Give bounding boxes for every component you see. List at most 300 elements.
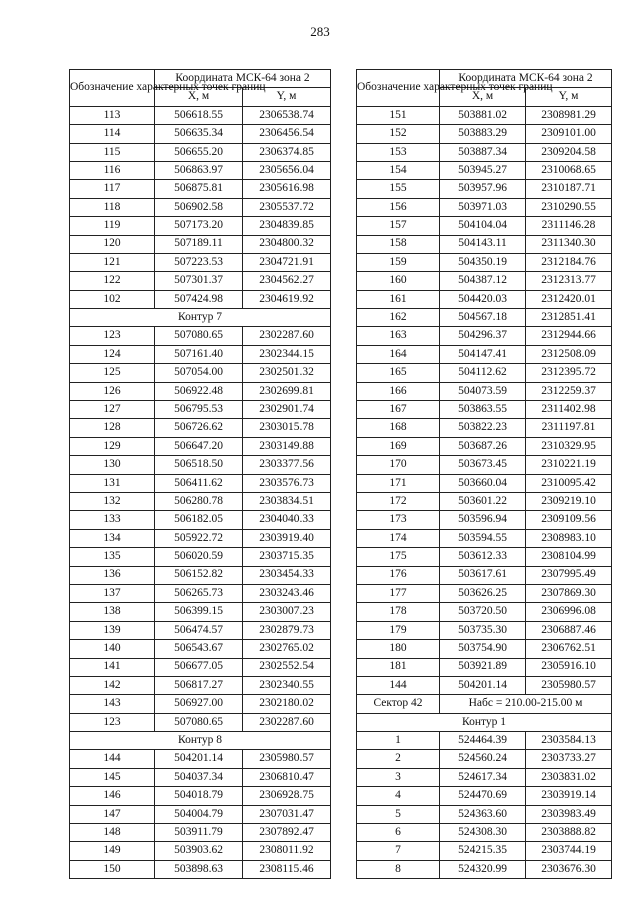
coord-x: 504147.41 bbox=[440, 345, 526, 363]
table-row bbox=[357, 253, 612, 271]
coord-x: 504201.14 bbox=[155, 750, 243, 768]
point-id: 171 bbox=[357, 474, 440, 492]
point-id: 8 bbox=[357, 860, 440, 878]
coord-x: 506875.81 bbox=[155, 180, 243, 198]
point-id: 134 bbox=[70, 529, 155, 547]
coord-y: 2302180.02 bbox=[243, 695, 331, 713]
point-id: 113 bbox=[70, 106, 155, 124]
table-row bbox=[357, 824, 612, 842]
table-row bbox=[70, 437, 331, 455]
table-row bbox=[70, 640, 331, 658]
point-id: 155 bbox=[357, 180, 440, 198]
point-id: 116 bbox=[70, 161, 155, 179]
coord-x: 504112.62 bbox=[440, 364, 526, 382]
coord-x: 503863.55 bbox=[440, 401, 526, 419]
coord-y: 2302552.54 bbox=[243, 658, 331, 676]
point-id: 6 bbox=[357, 824, 440, 842]
table-row bbox=[357, 732, 612, 750]
coord-x: 524308.30 bbox=[440, 824, 526, 842]
coord-y: 2308981.29 bbox=[526, 106, 612, 124]
coord-x: 506655.20 bbox=[155, 143, 243, 161]
point-id: 140 bbox=[70, 640, 155, 658]
coord-y: 2312851.41 bbox=[526, 309, 612, 327]
coord-y: 2310095.42 bbox=[526, 474, 612, 492]
table-row bbox=[357, 529, 612, 547]
point-id: 122 bbox=[70, 272, 155, 290]
coord-x: 504037.34 bbox=[155, 768, 243, 786]
point-id: 130 bbox=[70, 456, 155, 474]
point-id: 165 bbox=[357, 364, 440, 382]
header-point-label: Обозначение характерных точек границ bbox=[357, 70, 440, 107]
table-row bbox=[357, 456, 612, 474]
table-row bbox=[357, 474, 612, 492]
table-row bbox=[70, 456, 331, 474]
coord-x: 524320.99 bbox=[440, 860, 526, 878]
point-id: 160 bbox=[357, 272, 440, 290]
point-id: 167 bbox=[357, 401, 440, 419]
point-id: 154 bbox=[357, 161, 440, 179]
point-id: 147 bbox=[70, 805, 155, 823]
table-row bbox=[70, 272, 331, 290]
coord-x: 524470.69 bbox=[440, 787, 526, 805]
coord-y: 2302699.81 bbox=[243, 382, 331, 400]
coord-y: 2306887.46 bbox=[526, 621, 612, 639]
table-row bbox=[357, 217, 612, 235]
page-number: 283 bbox=[310, 24, 330, 39]
coord-y: 2302287.60 bbox=[243, 327, 331, 345]
contour-header-row bbox=[357, 713, 612, 731]
coord-y: 2305980.57 bbox=[243, 750, 331, 768]
point-id: 127 bbox=[70, 401, 155, 419]
table-row bbox=[70, 125, 331, 143]
coord-x: 503887.34 bbox=[440, 143, 526, 161]
coord-x: 506411.62 bbox=[155, 474, 243, 492]
table-row bbox=[357, 106, 612, 124]
contour-label: Контур 8 bbox=[70, 732, 331, 750]
table-row bbox=[70, 529, 331, 547]
table-row bbox=[70, 253, 331, 271]
point-id: 146 bbox=[70, 787, 155, 805]
header-coordinate-title: Координата МСК-64 зона 2 bbox=[155, 70, 331, 88]
coord-y: 2302287.60 bbox=[243, 713, 331, 731]
coord-y: 2302901.74 bbox=[243, 401, 331, 419]
coord-x: 503660.04 bbox=[440, 474, 526, 492]
coord-x: 504143.11 bbox=[440, 235, 526, 253]
coord-y: 2308983.10 bbox=[526, 529, 612, 547]
coord-y: 2310221.19 bbox=[526, 456, 612, 474]
point-id: 123 bbox=[70, 713, 155, 731]
coord-x: 507189.11 bbox=[155, 235, 243, 253]
point-id: 126 bbox=[70, 382, 155, 400]
coord-x: 506635.34 bbox=[155, 125, 243, 143]
coord-y: 2305916.10 bbox=[526, 658, 612, 676]
point-id: 137 bbox=[70, 584, 155, 602]
point-id: 181 bbox=[357, 658, 440, 676]
point-id: 123 bbox=[70, 327, 155, 345]
coord-y: 2303007.23 bbox=[243, 603, 331, 621]
table-row bbox=[357, 787, 612, 805]
point-id: 174 bbox=[357, 529, 440, 547]
table-row bbox=[357, 640, 612, 658]
coord-x: 507223.53 bbox=[155, 253, 243, 271]
coord-x: 506726.62 bbox=[155, 419, 243, 437]
point-id: 169 bbox=[357, 437, 440, 455]
point-id: 2 bbox=[357, 750, 440, 768]
coord-y: 2302501.32 bbox=[243, 364, 331, 382]
table-row bbox=[70, 768, 331, 786]
coord-y: 2303243.46 bbox=[243, 584, 331, 602]
point-id: 164 bbox=[357, 345, 440, 363]
point-id: 138 bbox=[70, 603, 155, 621]
point-id: 3 bbox=[357, 768, 440, 786]
point-id: 166 bbox=[357, 382, 440, 400]
coord-x: 507161.40 bbox=[155, 345, 243, 363]
point-id: 162 bbox=[357, 309, 440, 327]
table-row bbox=[357, 419, 612, 437]
point-id: 152 bbox=[357, 125, 440, 143]
coord-y: 2303919.40 bbox=[243, 529, 331, 547]
point-id: 179 bbox=[357, 621, 440, 639]
coord-y: 2307869.30 bbox=[526, 584, 612, 602]
point-id: 156 bbox=[357, 198, 440, 216]
coord-y: 2311197.81 bbox=[526, 419, 612, 437]
coord-y: 2305616.98 bbox=[243, 180, 331, 198]
coord-y: 2303377.56 bbox=[243, 456, 331, 474]
header-coordinate-title: Координата МСК-64 зона 2 bbox=[440, 70, 612, 88]
coord-y: 2304040.33 bbox=[243, 511, 331, 529]
coord-y: 2310187.71 bbox=[526, 180, 612, 198]
point-id: 139 bbox=[70, 621, 155, 639]
coord-y: 2303584.13 bbox=[526, 732, 612, 750]
coord-y: 2303454.33 bbox=[243, 566, 331, 584]
coord-x: 503945.27 bbox=[440, 161, 526, 179]
coord-y: 2304800.32 bbox=[243, 235, 331, 253]
table-row bbox=[70, 676, 331, 694]
coord-y: 2306456.54 bbox=[243, 125, 331, 143]
point-id: 121 bbox=[70, 253, 155, 271]
coord-x: 504104.04 bbox=[440, 217, 526, 235]
coord-y: 2309101.00 bbox=[526, 125, 612, 143]
point-id: 143 bbox=[70, 695, 155, 713]
coord-x: 503612.33 bbox=[440, 548, 526, 566]
table-row bbox=[357, 676, 612, 694]
point-id: 119 bbox=[70, 217, 155, 235]
table-row bbox=[357, 272, 612, 290]
coord-x: 506265.73 bbox=[155, 584, 243, 602]
coord-y: 2303715.35 bbox=[243, 548, 331, 566]
coord-x: 524617.34 bbox=[440, 768, 526, 786]
point-id: 168 bbox=[357, 419, 440, 437]
table-row bbox=[357, 309, 612, 327]
point-id: 1 bbox=[357, 732, 440, 750]
table-row bbox=[70, 566, 331, 584]
point-id: 163 bbox=[357, 327, 440, 345]
point-id: 142 bbox=[70, 676, 155, 694]
point-id: 150 bbox=[70, 860, 155, 878]
coord-y: 2311340.30 bbox=[526, 235, 612, 253]
point-id: 158 bbox=[357, 235, 440, 253]
point-id: 170 bbox=[357, 456, 440, 474]
table-row bbox=[70, 492, 331, 510]
coord-y: 2304562.27 bbox=[243, 272, 331, 290]
coord-y: 2303831.02 bbox=[526, 768, 612, 786]
table-row bbox=[70, 180, 331, 198]
point-id: 159 bbox=[357, 253, 440, 271]
coord-x: 506280.78 bbox=[155, 492, 243, 510]
sector-header-row bbox=[357, 695, 612, 713]
table-row bbox=[70, 364, 331, 382]
coord-x: 503921.89 bbox=[440, 658, 526, 676]
table-row bbox=[357, 492, 612, 510]
table-row bbox=[70, 603, 331, 621]
coord-y: 2303015.78 bbox=[243, 419, 331, 437]
point-id: 157 bbox=[357, 217, 440, 235]
coord-y: 2305656.04 bbox=[243, 161, 331, 179]
point-id: 175 bbox=[357, 548, 440, 566]
point-id: 144 bbox=[70, 750, 155, 768]
table-row bbox=[70, 235, 331, 253]
coord-y: 2312184.76 bbox=[526, 253, 612, 271]
coord-y: 2303149.88 bbox=[243, 437, 331, 455]
coord-x: 503898.63 bbox=[155, 860, 243, 878]
coord-y: 2308011.92 bbox=[243, 842, 331, 860]
table-row bbox=[70, 713, 331, 731]
coord-x: 506152.82 bbox=[155, 566, 243, 584]
coord-y: 2310290.55 bbox=[526, 198, 612, 216]
table-row bbox=[70, 842, 331, 860]
coord-y: 2312313.77 bbox=[526, 272, 612, 290]
point-id: 177 bbox=[357, 584, 440, 602]
coord-x: 503883.29 bbox=[440, 125, 526, 143]
coord-y: 2308115.46 bbox=[243, 860, 331, 878]
point-id: 120 bbox=[70, 235, 155, 253]
table-row bbox=[70, 198, 331, 216]
table-row bbox=[70, 161, 331, 179]
coord-x: 503601.22 bbox=[440, 492, 526, 510]
point-id: 176 bbox=[357, 566, 440, 584]
point-id: 149 bbox=[70, 842, 155, 860]
coord-y: 2306928.75 bbox=[243, 787, 331, 805]
coord-x: 503617.61 bbox=[440, 566, 526, 584]
point-id: 180 bbox=[357, 640, 440, 658]
coord-x: 506518.50 bbox=[155, 456, 243, 474]
table-row bbox=[70, 750, 331, 768]
point-id: 7 bbox=[357, 842, 440, 860]
coord-y: 2311402.98 bbox=[526, 401, 612, 419]
table-row bbox=[357, 621, 612, 639]
table-row bbox=[357, 511, 612, 529]
header-y: Y, м bbox=[526, 88, 612, 106]
coord-y: 2310329.95 bbox=[526, 437, 612, 455]
coord-x: 507080.65 bbox=[155, 327, 243, 345]
coord-x: 503673.45 bbox=[440, 456, 526, 474]
coord-x: 524363.60 bbox=[440, 805, 526, 823]
table-row bbox=[70, 474, 331, 492]
coord-x: 506399.15 bbox=[155, 603, 243, 621]
coord-y: 2307995.49 bbox=[526, 566, 612, 584]
coord-x: 503903.62 bbox=[155, 842, 243, 860]
point-id: 4 bbox=[357, 787, 440, 805]
table-row bbox=[357, 805, 612, 823]
coord-x: 504073.59 bbox=[440, 382, 526, 400]
point-id: 141 bbox=[70, 658, 155, 676]
coord-y: 2312420.01 bbox=[526, 290, 612, 308]
table-row bbox=[357, 548, 612, 566]
table-row bbox=[70, 548, 331, 566]
header-point-label: Обозначение характерных точек границ bbox=[70, 70, 155, 107]
coord-y: 2311146.28 bbox=[526, 217, 612, 235]
coord-y: 2302879.73 bbox=[243, 621, 331, 639]
point-id: 118 bbox=[70, 198, 155, 216]
table-row bbox=[70, 824, 331, 842]
table-row bbox=[357, 842, 612, 860]
coord-y: 2304619.92 bbox=[243, 290, 331, 308]
table-row bbox=[70, 401, 331, 419]
coord-x: 506182.05 bbox=[155, 511, 243, 529]
coord-x: 503626.25 bbox=[440, 584, 526, 602]
table-row bbox=[70, 695, 331, 713]
point-id: 153 bbox=[357, 143, 440, 161]
coord-x: 506618.55 bbox=[155, 106, 243, 124]
coord-x: 503881.02 bbox=[440, 106, 526, 124]
coord-y: 2306762.51 bbox=[526, 640, 612, 658]
coord-x: 504420.03 bbox=[440, 290, 526, 308]
coord-x: 506902.58 bbox=[155, 198, 243, 216]
table-row bbox=[70, 658, 331, 676]
coord-x: 503687.26 bbox=[440, 437, 526, 455]
table-row bbox=[357, 345, 612, 363]
coord-x: 524560.24 bbox=[440, 750, 526, 768]
coord-x: 524464.39 bbox=[440, 732, 526, 750]
table-row bbox=[357, 768, 612, 786]
coord-y: 2303576.73 bbox=[243, 474, 331, 492]
coord-y: 2303888.82 bbox=[526, 824, 612, 842]
contour-label: Контур 1 bbox=[357, 713, 612, 731]
coord-y: 2306538.74 bbox=[243, 106, 331, 124]
table-row bbox=[357, 860, 612, 878]
coord-y: 2307892.47 bbox=[243, 824, 331, 842]
coord-y: 2305980.57 bbox=[526, 676, 612, 694]
coord-y: 2312944.66 bbox=[526, 327, 612, 345]
coord-y: 2305537.72 bbox=[243, 198, 331, 216]
coordinates-table-left bbox=[69, 69, 331, 879]
point-id: 151 bbox=[357, 106, 440, 124]
table-row bbox=[70, 327, 331, 345]
coordinates-table-right bbox=[356, 69, 612, 879]
coord-y: 2303834.51 bbox=[243, 492, 331, 510]
table-row bbox=[357, 235, 612, 253]
coord-x: 505922.72 bbox=[155, 529, 243, 547]
coord-y: 2303919.14 bbox=[526, 787, 612, 805]
coord-x: 506922.48 bbox=[155, 382, 243, 400]
coord-y: 2309204.58 bbox=[526, 143, 612, 161]
coord-x: 503957.96 bbox=[440, 180, 526, 198]
coord-x: 507054.00 bbox=[155, 364, 243, 382]
coord-y: 2304839.85 bbox=[243, 217, 331, 235]
coord-x: 506927.00 bbox=[155, 695, 243, 713]
point-id: 136 bbox=[70, 566, 155, 584]
coord-x: 504201.14 bbox=[440, 676, 526, 694]
coord-x: 506795.53 bbox=[155, 401, 243, 419]
coord-x: 504387.12 bbox=[440, 272, 526, 290]
coord-y: 2310068.65 bbox=[526, 161, 612, 179]
coord-y: 2302765.02 bbox=[243, 640, 331, 658]
coord-x: 503735.30 bbox=[440, 621, 526, 639]
table-row bbox=[70, 621, 331, 639]
coord-x: 504018.79 bbox=[155, 787, 243, 805]
point-id: 178 bbox=[357, 603, 440, 621]
header-x: X, м bbox=[440, 88, 526, 106]
contour-header-row bbox=[70, 309, 331, 327]
table-row bbox=[357, 750, 612, 768]
coord-x: 507424.98 bbox=[155, 290, 243, 308]
table-row bbox=[357, 327, 612, 345]
point-id: 148 bbox=[70, 824, 155, 842]
point-id: 144 bbox=[357, 676, 440, 694]
coord-x: 504296.37 bbox=[440, 327, 526, 345]
contour-header-row bbox=[70, 732, 331, 750]
table-row bbox=[70, 217, 331, 235]
table-row bbox=[357, 161, 612, 179]
point-id: 117 bbox=[70, 180, 155, 198]
coord-x: 507173.20 bbox=[155, 217, 243, 235]
table-row bbox=[357, 364, 612, 382]
coord-y: 2303983.49 bbox=[526, 805, 612, 823]
contour-label: Контур 7 bbox=[70, 309, 331, 327]
table-row bbox=[70, 290, 331, 308]
coord-y: 2309219.10 bbox=[526, 492, 612, 510]
point-id: 124 bbox=[70, 345, 155, 363]
point-id: 173 bbox=[357, 511, 440, 529]
coord-x: 506543.67 bbox=[155, 640, 243, 658]
coord-x: 504004.79 bbox=[155, 805, 243, 823]
table-row bbox=[357, 382, 612, 400]
point-id: 5 bbox=[357, 805, 440, 823]
table-row bbox=[70, 419, 331, 437]
table-row bbox=[357, 143, 612, 161]
table-row bbox=[70, 805, 331, 823]
table-row bbox=[70, 860, 331, 878]
coord-y: 2312395.72 bbox=[526, 364, 612, 382]
sector-label: Сектор 42 bbox=[357, 695, 440, 713]
coord-x: 506647.20 bbox=[155, 437, 243, 455]
table-row bbox=[70, 382, 331, 400]
point-id: 145 bbox=[70, 768, 155, 786]
coord-y: 2307031.47 bbox=[243, 805, 331, 823]
table-row bbox=[70, 143, 331, 161]
point-id: 133 bbox=[70, 511, 155, 529]
coord-x: 506677.05 bbox=[155, 658, 243, 676]
coord-x: 503822.23 bbox=[440, 419, 526, 437]
coord-x: 503911.79 bbox=[155, 824, 243, 842]
coord-x: 506863.97 bbox=[155, 161, 243, 179]
point-id: 102 bbox=[70, 290, 155, 308]
header-y: Y, м bbox=[243, 88, 331, 106]
table-row bbox=[357, 437, 612, 455]
coord-x: 506817.27 bbox=[155, 676, 243, 694]
point-id: 129 bbox=[70, 437, 155, 455]
table-row bbox=[70, 511, 331, 529]
coord-y: 2304721.91 bbox=[243, 253, 331, 271]
table-row bbox=[357, 603, 612, 621]
coord-y: 2312508.09 bbox=[526, 345, 612, 363]
coord-y: 2312259.37 bbox=[526, 382, 612, 400]
table-row bbox=[357, 180, 612, 198]
coord-y: 2309109.56 bbox=[526, 511, 612, 529]
coord-x: 507301.37 bbox=[155, 272, 243, 290]
coord-x: 503754.90 bbox=[440, 640, 526, 658]
table-row bbox=[357, 658, 612, 676]
